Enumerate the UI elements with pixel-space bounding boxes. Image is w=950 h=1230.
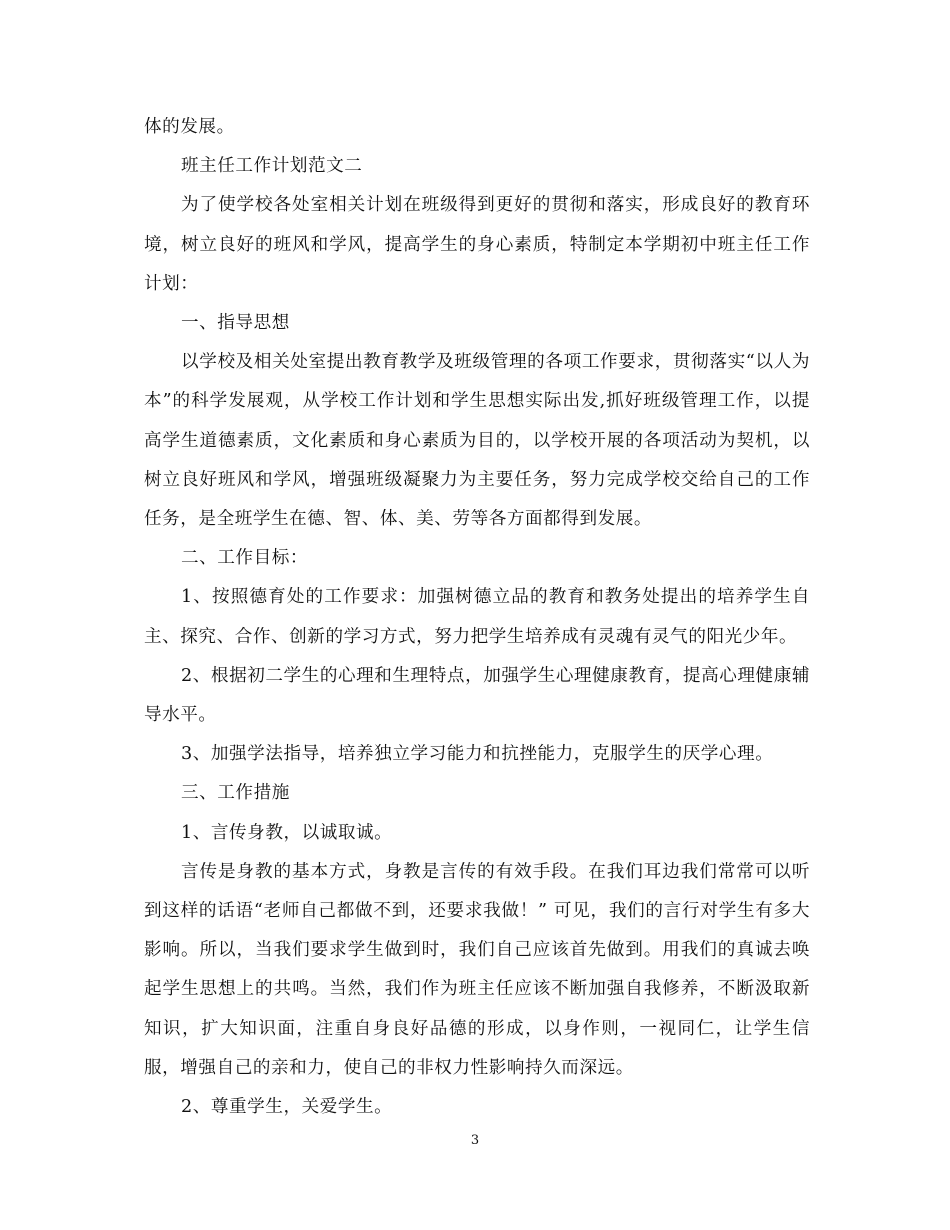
subsection-heading: 2、尊重学生，关爱学生。 — [181, 1097, 393, 1118]
section-heading: 三、工作措施 — [181, 783, 290, 804]
paragraph: 2、根据初二学生的心理和生理特点，加强学生心理健康教育，提高心理健康辅导水平。 — [144, 665, 810, 726]
subsection-heading: 1、言传身教，以诚取诚。 — [181, 822, 393, 843]
paragraph: 以学校及相关处室提出教育教学及班级管理的各项工作要求，贯彻落实“以人为本”的科学发展观，从学校工作计划和学生思想实际出发,抓好班级管理工作，以提高学生道德素质，文化素质和身心素质为目的，以学校开展的各项活动为契机，以树立良好班风和学风，增强班级凝聚力为主要任务，努力完成学校交给自己的工作任务，是全班学生在德、智、体、美、劳等各方面都得到发展。 — [144, 352, 810, 530]
section-heading: 二、工作目标： — [181, 548, 309, 569]
paragraph: 3、加强学法指导，培养独立学习能力和抗挫能力，克服学生的厌学心理。 — [181, 744, 774, 765]
page-number: 3 — [470, 1133, 480, 1148]
section-heading: 一、指导思想 — [181, 313, 290, 334]
paragraph: 为了使学校各处室相关计划在班级得到更好的贯彻和落实，形成良好的教育环境，树立良好的班风和学风，提高学生的身心素质，特制定本学期初中班主任工作计划： — [144, 195, 810, 294]
paragraph: 1、按照德育处的工作要求：加强树德立品的教育和教务处提出的培养学生自主、探究、合作、创新的学习方式，努力把学生培养成有灵魂有灵气的阳光少年。 — [144, 587, 810, 647]
paragraph: 体的发展。 — [144, 117, 235, 137]
section-heading: 班主任工作计划范文二 — [181, 156, 363, 177]
paragraph: 言传是身教的基本方式，身教是言传的有效手段。在我们耳边我们常常可以听到这样的话语“老师自己都做不到，还要求我做！” 可见，我们的言行对学生有多大影响。所以，当我们要求学生做到时，我们自己应该首先做到。用我们的真诚去唤起学生思想上的共鸣。当然，我们作为班主任应该不断加强自我修养，不断汲取新知识，扩大知识面，注重自身良好品德的形成，以身作则，一视同仁，让学生信服，增强自己的亲和力，使自己的非权力性影响持久而深远。 — [144, 861, 810, 1078]
document-body — [144, 108, 810, 1127]
